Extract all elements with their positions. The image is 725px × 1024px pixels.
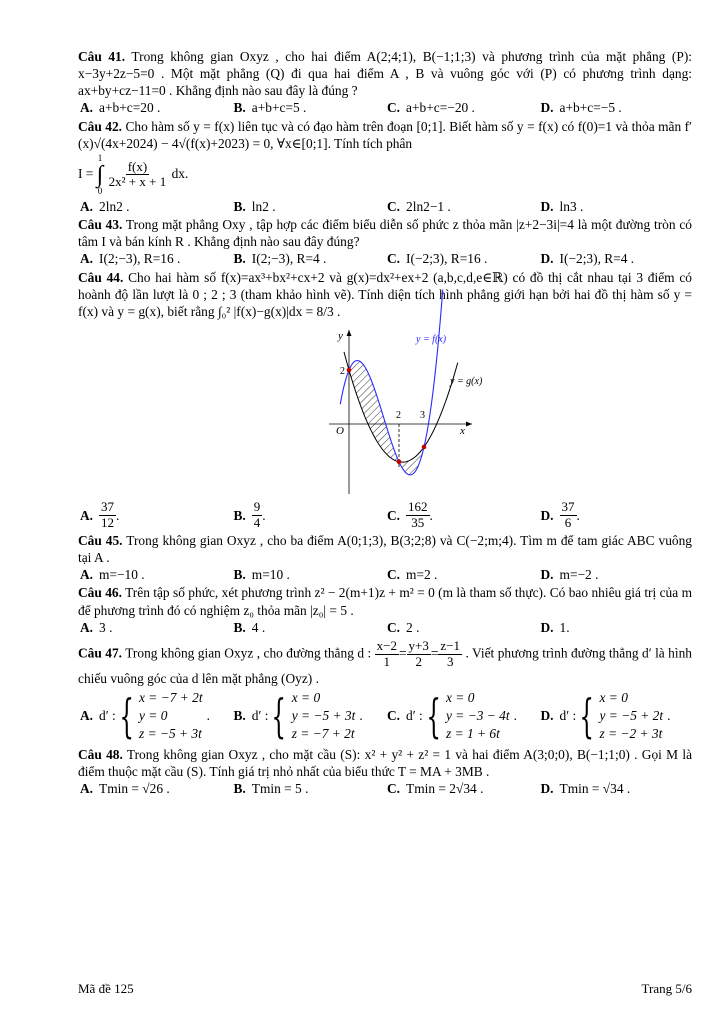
page-number: Trang 5/6 <box>641 981 692 996</box>
g-label: y = g(x) <box>450 376 483 388</box>
exam-page <box>78 48 692 799</box>
question-44-text: Cho hai hàm số f(x)=ax³+bx²+cx+2 và g(x)=dx²+ex+2 (a,b,c,d,e∈ℝ) có đồ thị cắt nhau tại 3 điểm có hoành độ lần lượt là 0 ; 2 ; 3 (tham khảo hình vẽ). Tính diện tích hình phẳng giới hạn bởi hai đồ thị hàm số y = f(x) và y = g(x), biết rằng ∫₀² |f(x)−g(x)|dx = 8/3 . <box>78 269 692 319</box>
origin-label: O <box>336 425 344 438</box>
question-46-number: Câu 46. <box>78 585 122 601</box>
line-eq-frac-x: $\frac{x-2}{1}$ <box>376 637 397 669</box>
option-46-c[interactable]: C. 2 . <box>387 619 420 635</box>
option-41-d[interactable]: D. a+b+c=−5 . <box>540 100 622 116</box>
question-41-options <box>78 99 692 116</box>
question-41 <box>78 48 692 99</box>
option-44-b[interactable]: B. $\frac{9}{4}$ . <box>233 499 266 530</box>
integral-sign: 1 ∫ 0 <box>96 152 104 196</box>
tick-x-3: 3 <box>420 410 425 422</box>
option-46-a[interactable]: A. 3 . <box>80 619 113 635</box>
question-48-number: Câu 48. <box>78 747 123 763</box>
option-42-b[interactable]: B. ln2 . <box>233 198 276 214</box>
option-44-a[interactable]: A. $\frac{37}{12}$ . <box>80 499 120 530</box>
question-43-text: Trong mặt phẳng Oxy , tập hợp các điểm biểu diễn số phức z thỏa mãn |z+2−3i|=4 là một đường tròn có tâm I và bán kính R . Khẳng định nào sau đây đúng? <box>78 217 692 250</box>
question-42-number: Câu 42. <box>78 118 123 134</box>
question-48-text: Trong không gian Oxyz , cho mặt cầu (S): x² + y² + z² = 1 và hai điểm A(3;0;0), B(−1;1;0) . Gọi M là điểm thuộc mặt cầu (S). Tính giá trị nhỏ nhất của biểu thức T = MA + 3MB . <box>78 747 693 780</box>
y-axis-arrow <box>347 330 352 336</box>
function-graph <box>324 326 483 496</box>
question-42-options <box>78 198 692 215</box>
question-48-options <box>78 780 692 797</box>
question-45-text: Trong không gian Oxyz , cho ba điểm A(0;1;3), B(3;2;8) và C(−2;m;4). Tìm m để tam giác ABC vuông tại A . <box>78 532 692 566</box>
option-47-d[interactable]: D. d′ : { x = 0 y = −5 + 2t z = −2 + 3t . <box>540 689 671 744</box>
question-41-number: Câu 41. <box>78 49 126 64</box>
question-42-text: Cho hàm số y = f(x) liên tục và có đạo hàm trên đoạn [0;1]. Biết hàm số y = f(x) có f(0)=1 và thỏa mãn f′(x)√(4x+2024) − 4√(f(x)+2023) = 0, ∀x∈[0;1]. Tính tích phân <box>78 118 692 151</box>
option-45-a[interactable]: A. m=−10 . <box>80 567 145 583</box>
line-eq-frac-z: $\frac{z-1}{3}$ <box>440 637 461 669</box>
x-axis-label: x <box>460 425 465 438</box>
option-48-a[interactable]: A. Tmin = √26 . <box>80 781 170 797</box>
option-44-d[interactable]: D. $\frac{37}{6}$ . <box>540 499 580 530</box>
option-47-b[interactable]: B. d′ : { x = 0 y = −5 + 3t z = −7 + 2t . <box>233 689 363 744</box>
option-41-b[interactable]: B. a+b+c=5 . <box>233 100 307 116</box>
question-42 <box>78 118 692 152</box>
option-47-a[interactable]: A. d′ : { x = −7 + 2t y = 0 z = −5 + 3t . <box>80 689 210 744</box>
question-44-number: Câu 44. <box>78 269 124 285</box>
option-48-c[interactable]: C. Tmin = 2√34 . <box>387 781 484 797</box>
option-43-d[interactable]: D. I(−2;3), R=4 . <box>540 251 635 267</box>
option-43-b[interactable]: B. I(2;−3), R=4 . <box>233 251 327 267</box>
option-43-a[interactable]: A. I(2;−3), R=16 . <box>80 251 181 267</box>
tick-y-2: 2 <box>340 366 345 378</box>
option-48-b[interactable]: B. Tmin = 5 . <box>233 781 309 797</box>
option-48-d[interactable]: D. Tmin = √34 . <box>540 781 631 797</box>
tick-x-2: 2 <box>396 410 401 422</box>
option-45-c[interactable]: C. m=2 . <box>387 567 438 583</box>
question-42-integral: I = 1 ∫ 0 $\frac{f(x)}{\text{2x² + x + 1}}$ dx. <box>78 152 189 196</box>
question-46-options <box>78 619 692 636</box>
option-42-d[interactable]: D. ln3 . <box>540 198 584 214</box>
page-footer <box>78 981 692 998</box>
option-41-c[interactable]: C. a+b+c=−20 . <box>387 100 475 116</box>
option-45-b[interactable]: B. m=10 . <box>233 567 290 583</box>
question-47-number: Câu 47. <box>78 645 122 661</box>
intersection-point-0 <box>347 368 352 373</box>
question-44 <box>78 269 692 320</box>
question-41-text: Trong không gian Oxyz , cho hai điểm A(2;4;1), B(−1;1;3) và phương trình của mặt phẳng (P): x−3y+2z−5=0 . Một mặt phẳng (Q) đi qua hai điểm A , B và vuông góc với (P) có phương trình dạng: ax+by+cz−11=0 . Khẳng định nào sau đây là đúng ? <box>78 49 692 99</box>
question-45-options <box>78 566 692 583</box>
option-41-a[interactable]: A. a+b+c=20 . <box>80 100 161 116</box>
f-label: y = f(x) <box>416 334 447 346</box>
option-42-a[interactable]: A. 2ln2 . <box>80 198 130 214</box>
question-43-options <box>78 250 692 267</box>
question-43 <box>78 216 692 250</box>
option-45-d[interactable]: D. m=−2 . <box>540 567 599 583</box>
option-47-c[interactable]: C. d′ : { x = 0 y = −3 − 4t z = 1 + 6t . <box>387 689 517 744</box>
question-47-options <box>78 689 692 743</box>
exam-code: Mã đề 125 <box>78 981 134 996</box>
question-45 <box>78 532 692 566</box>
x-axis-arrow <box>466 422 472 427</box>
intersection-point-3 <box>422 445 427 450</box>
option-42-c[interactable]: C. 2ln2−1 . <box>387 198 451 214</box>
option-43-c[interactable]: C. I(−2;3), R=16 . <box>387 251 488 267</box>
question-47: Câu 47. Trong không gian Oxyz , cho đường thẳng d : $\frac{x-2}{1}$ = $\frac{y+3}{2}$ = $\frac{z-1}{3}$ . Viết phương trình đường thẳng d′ là hình chiếu vuông góc của d lên mặt phẳng (Oyz) . <box>78 637 692 686</box>
question-44-options <box>78 500 692 531</box>
intersection-point-2 <box>397 460 402 465</box>
option-46-d[interactable]: D. 1. <box>540 619 570 635</box>
line-eq-frac-y: $\frac{y+3}{2}$ <box>408 637 429 669</box>
question-48 <box>78 746 692 780</box>
option-44-c[interactable]: C. $\frac{162}{35}$ . <box>387 499 433 530</box>
question-45-number: Câu 45. <box>78 532 123 548</box>
option-46-b[interactable]: B. 4 . <box>233 619 266 635</box>
question-46 <box>78 584 692 618</box>
question-43-number: Câu 43. <box>78 217 123 233</box>
question-46-text: Trên tập số phức, xét phương trình z² − 2(m+1)z + m² = 0 (m là tham số thực). Có bao nhiêu giá trị của m để phương trình đó có nghiệm z₀ thỏa mãn |z₀| = 5 . <box>78 585 692 618</box>
integral-fraction: $\frac{f(x)}{\text{2x² + x + 1}}$ <box>108 158 167 190</box>
y-axis-label: y <box>338 330 343 343</box>
shaded-region <box>349 361 424 475</box>
